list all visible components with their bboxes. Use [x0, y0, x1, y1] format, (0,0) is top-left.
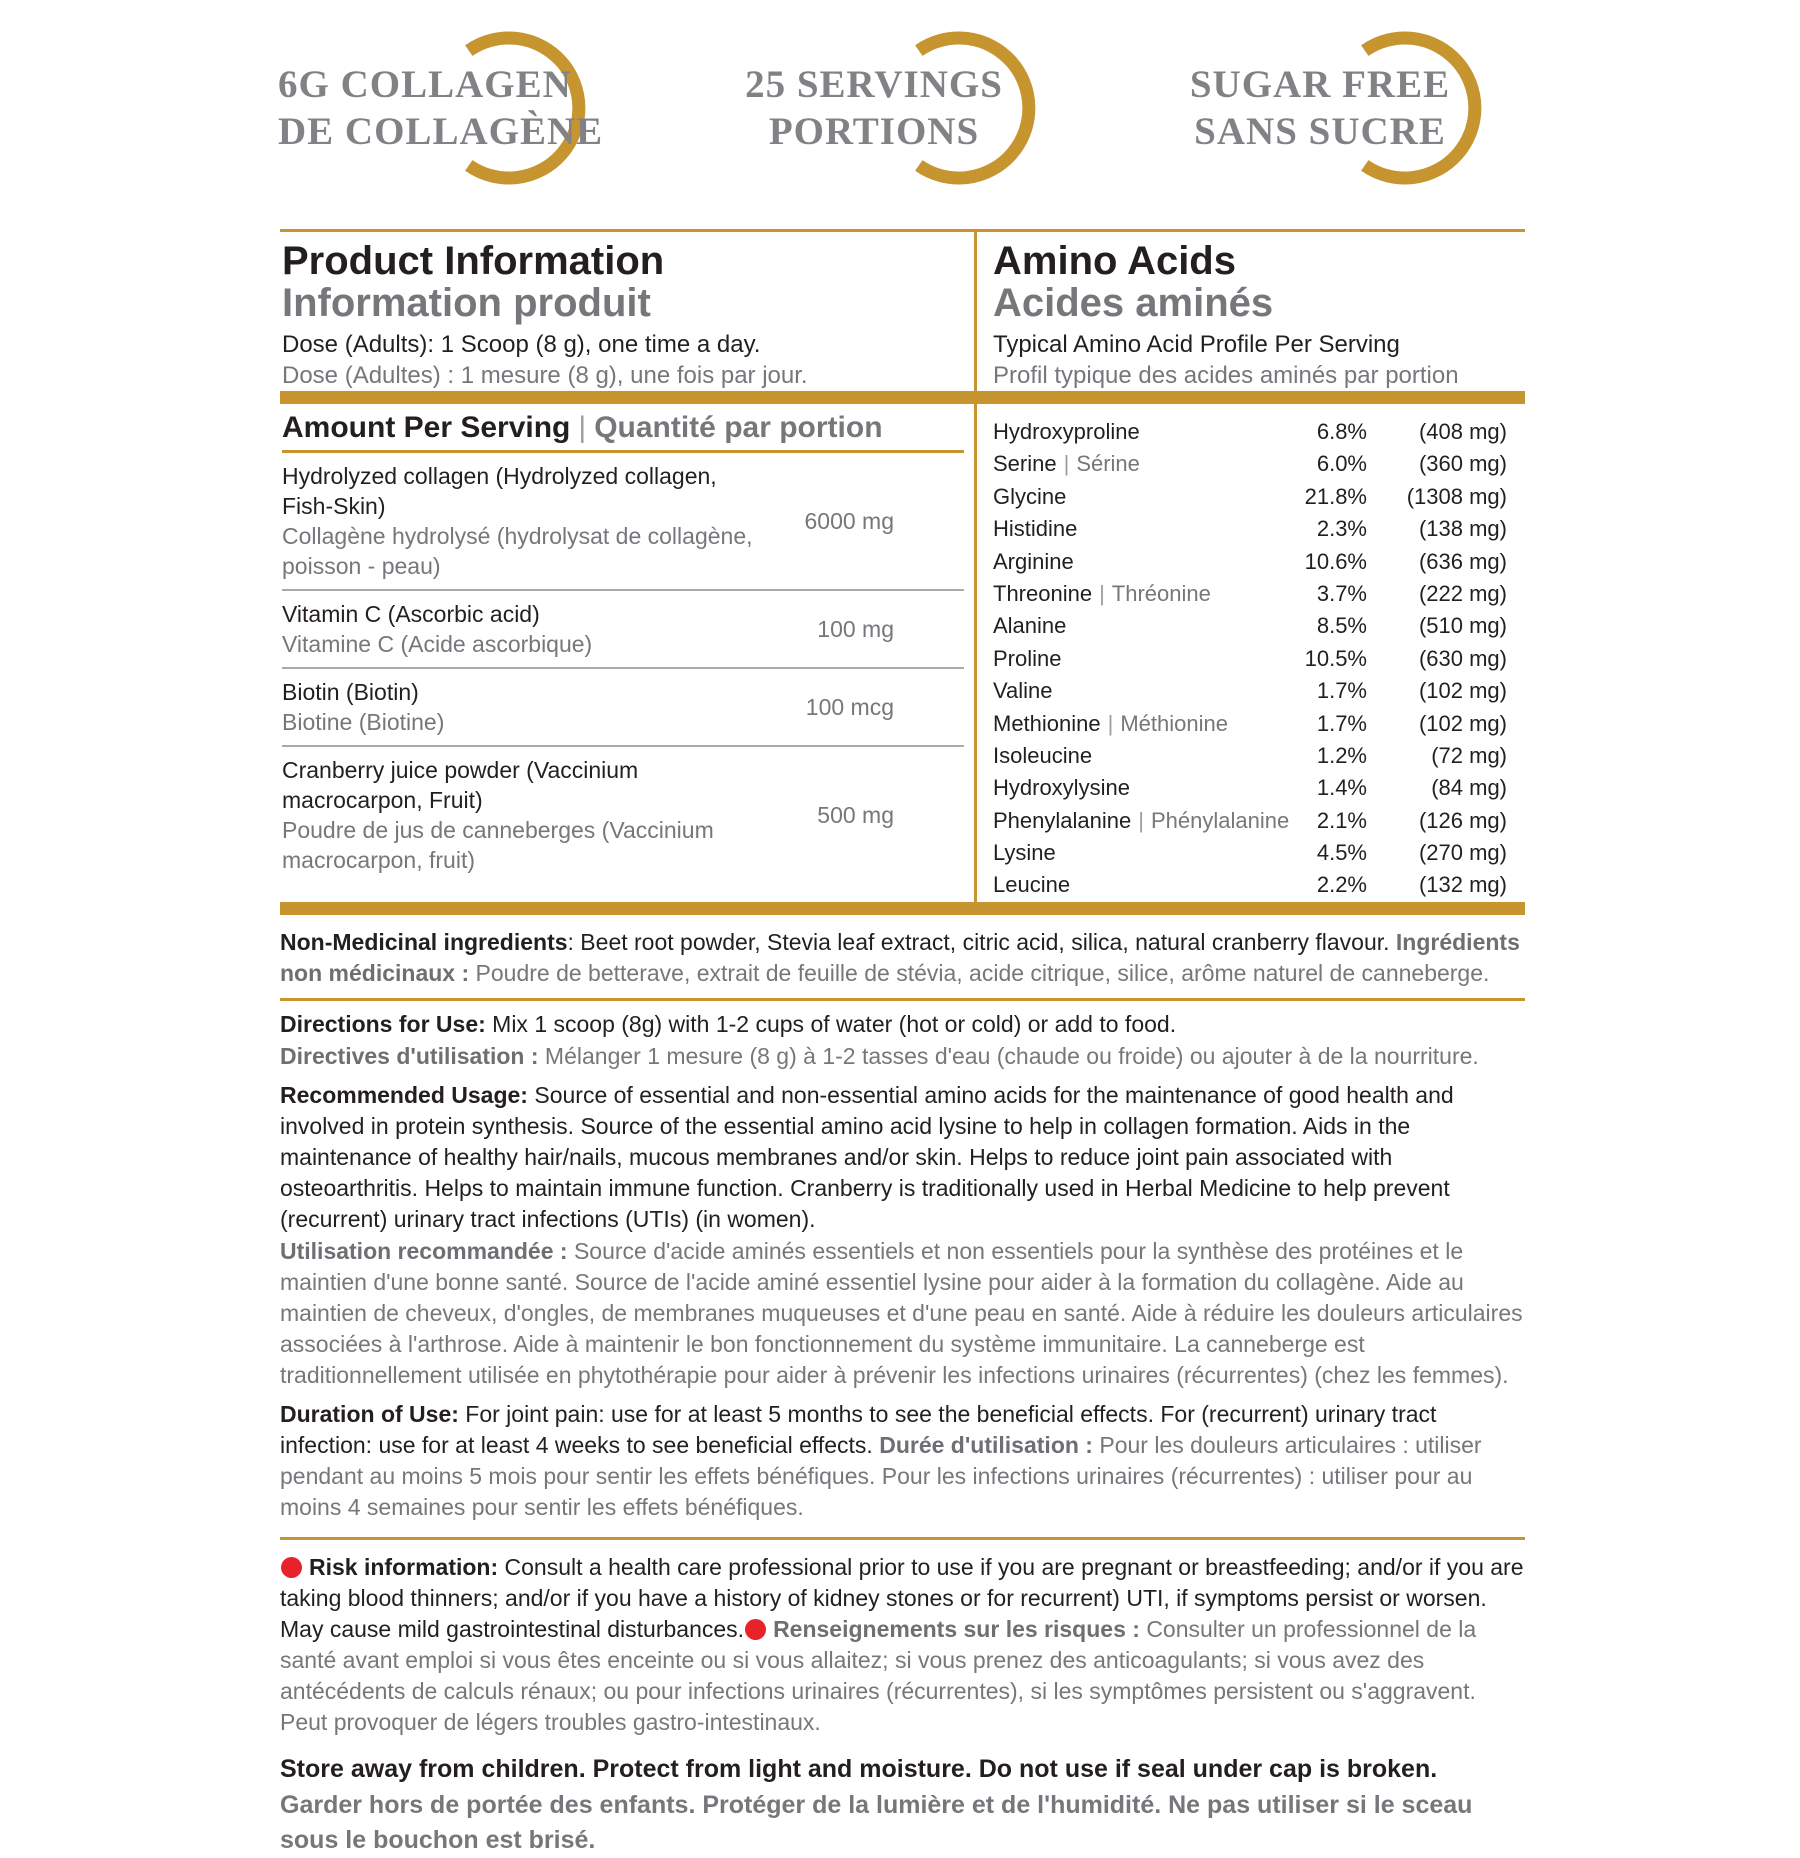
amino-row: [993, 643, 1507, 675]
amino-name-en: Glycine: [993, 483, 1067, 509]
amino-name: [993, 708, 1287, 740]
header-separator: |: [578, 411, 587, 444]
table-row: [282, 669, 964, 747]
text-segment: Non-Medicinal ingredients: [280, 928, 568, 955]
amino-row: [993, 448, 1507, 480]
amino-mg: (138 mg): [1418, 516, 1507, 542]
amino-mg: (102 mg): [1418, 678, 1507, 704]
ingredient-name-en: Biotin (Biotin): [282, 679, 419, 705]
amino-mg: (72 mg): [1431, 742, 1507, 768]
amino-name: [993, 675, 1287, 707]
amino-row: [993, 869, 1507, 901]
gold-divider-thick: [280, 391, 1525, 404]
amino-name-en: Isoleucine: [993, 742, 1093, 768]
supplement-facts: [280, 404, 974, 902]
amino-row: [993, 416, 1507, 448]
amount-per-serving-header: [282, 406, 964, 453]
badge-line: SUGAR FREE: [1189, 63, 1451, 106]
amino-name: [993, 578, 1287, 610]
amino-name: [993, 837, 1287, 869]
amino-mg: (408 mg): [1418, 419, 1507, 444]
amino-name-en: Valine: [993, 678, 1053, 704]
amino-mg: (132 mg): [1418, 872, 1507, 898]
text-segment: Mix 1 scoop (8g) with 1-2 cups of water (hot or cold) or add to food.: [492, 1010, 1177, 1037]
text-segment: [745, 1619, 766, 1640]
dose-fr: Dose (Adultes) : 1 mesure (8 g), une fois par jour.: [282, 362, 808, 389]
amino-name: [993, 772, 1287, 804]
badge-sugar-free: [1174, 28, 1494, 188]
amino-name-en: Hydroxylysine: [993, 775, 1130, 801]
badge-line: 25 SERVINGS: [745, 63, 1003, 106]
amino-name-en: Methionine: [993, 710, 1101, 736]
ingredient-name-en: Hydrolyzed collagen (Hydrolyzed collagen, Fish-Skin): [282, 463, 717, 519]
ingredient-name-fr: Collagène hydrolysé (hydrolysat de collagène, poisson - peau): [282, 523, 753, 579]
risk-information: [280, 1552, 1525, 1738]
amino-name-fr-wrap: [1057, 451, 1140, 476]
amino-percent: 1.4%: [1316, 775, 1367, 801]
amino-name-fr-wrap: [1092, 581, 1211, 606]
amino-percent: 1.7%: [1316, 710, 1367, 736]
name-separator: |: [1099, 580, 1105, 606]
ingredient-name-en: Cranberry juice powder (Vaccinium macrocarpon, Fruit): [282, 757, 639, 813]
amino-name-fr-wrap: [1131, 808, 1289, 833]
amino-mg: (102 mg): [1418, 710, 1507, 736]
ingredient-amount: 500 mg: [817, 801, 894, 828]
directions-for-use: [280, 1009, 1525, 1072]
text-segment: Renseignements sur les risques :: [773, 1615, 1147, 1642]
ingredient-rows: [282, 453, 964, 883]
badge-text: [728, 28, 1020, 188]
ingredient-name-en: Vitamin C (Ascorbic acid): [282, 601, 540, 627]
product-info-title-en: Product Information: [282, 239, 665, 283]
duration-of-use: [280, 1399, 1525, 1523]
ingredient-name-fr: Poudre de jus de canneberges (Vaccinium macrocarpon, fruit): [282, 817, 714, 873]
amino-name-en: Alanine: [993, 613, 1067, 639]
recommended-usage: [280, 1080, 1525, 1391]
amino-row: [993, 805, 1507, 837]
amino-acids-header: [974, 232, 1525, 391]
amino-percent: 10.6%: [1304, 548, 1367, 574]
amino-name: [993, 869, 1287, 901]
dose-en: Dose (Adults): 1 Scoop (8 g), one time a day.: [282, 331, 761, 358]
text-segment: Consult a health care professional prior to use if you are pregnant or breastfeeding; and/or if you are taking blood thinners; and/or if you have a history of kidney stones or for recurrent) UTI, if symptoms persist or worsen. May cause mild gastrointestinal disturbances.: [280, 1553, 1524, 1642]
amino-name-fr: Phénylalanine: [1150, 807, 1290, 833]
amino-name-en: Serine: [993, 451, 1057, 477]
amino-mg: (126 mg): [1418, 807, 1507, 833]
table-row: [282, 747, 964, 883]
text-segment: Source d'acide aminés essentiels et non essentiels pour la synthèse des protéines et le maintien d'une bonne santé. Source de l'acide aminé essentiel lysine pour aider à la formation du collagène. Aide au maintien de cheveux, d'ongles, de membranes muqueuses et d'une peau en santé. Aide à réduire les douleurs articulaires associées à l'arthrose. Aide à maintenir le bon fonctionnement du système immunitaire. La canneberge est traditionnellement utilisée en phytothérapie pour aider à prévenir les infections urinaires (récurrentes) (chez les femmes).: [280, 1237, 1523, 1388]
label-body: [280, 229, 1525, 1858]
amino-acid-table: [974, 404, 1525, 902]
amino-name-fr: Méthionine: [1120, 710, 1228, 736]
amino-percent: 8.5%: [1316, 613, 1367, 639]
product-info-header: [280, 232, 974, 391]
text-segment: Ingrédients non médicinaux :: [280, 928, 1520, 986]
amino-row: [993, 481, 1507, 513]
amino-row: [993, 578, 1507, 610]
amino-percent: 10.5%: [1304, 645, 1367, 671]
amino-name: [993, 740, 1287, 772]
text-segment: Duration of Use:: [280, 1400, 466, 1427]
table-row: [282, 453, 964, 591]
ingredient-amount: 100 mg: [817, 615, 894, 642]
text-segment: Poudre de betterave, extrait de feuille de stévia, acide citrique, silice, arôme naturel de canneberge.: [475, 959, 1490, 986]
text-segment: Risk information:: [309, 1553, 505, 1580]
amino-mg: (360 mg): [1418, 451, 1507, 477]
amino-name: [993, 546, 1287, 578]
amino-percent: 3.7%: [1316, 580, 1367, 606]
amino-percent: 1.2%: [1316, 742, 1367, 768]
amino-percent: 2.2%: [1316, 872, 1367, 898]
amino-mg: (630 mg): [1418, 645, 1507, 671]
badge-text: [278, 28, 604, 188]
name-separator: |: [1063, 451, 1070, 477]
text-segment: Recommended Usage:: [280, 1081, 535, 1108]
ingredient-name: [282, 599, 774, 659]
non-medicinal-ingredients: [280, 927, 1525, 989]
amino-name-en: Arginine: [993, 548, 1074, 574]
amino-percent: 2.3%: [1316, 516, 1367, 542]
amino-name-fr: Sérine: [1076, 451, 1140, 477]
amino-subtitle-fr: Profil typique des acides aminés par portion: [993, 362, 1459, 389]
amino-name-en: Phenylalanine: [993, 807, 1132, 833]
amino-row: [993, 675, 1507, 707]
text-segment: For joint pain: use for at least 5 months to see the beneficial effects. For (recurrent) urinary tract infection: use for at least 4 weeks to see beneficial effects.: [280, 1400, 1437, 1458]
text-segment: Utilisation recommandée :: [280, 1237, 574, 1264]
ingredient-name-fr: Vitamine C (Acide ascorbique): [282, 631, 593, 657]
amino-name: [993, 643, 1287, 675]
badge-collagen: [278, 28, 604, 188]
amino-percent: 1.7%: [1316, 678, 1367, 704]
text-segment: Consulter un professionnel de la santé avant emploi si vous êtes enceinte ou si vous allaitez; si vous prenez des anticoagulants; si vous avez des antécédents de calculs rénaux; ou pour infections urinaires (récurrentes), si les symptômes persistent ou s'aggravent. Peut provoquer de légers troubles gastro-intestinaux.: [280, 1615, 1477, 1735]
amino-name: [993, 610, 1287, 642]
product-info-title-fr: Information produit: [282, 281, 651, 325]
badge-line: SANS SUCRE: [1194, 110, 1446, 153]
amino-row: [993, 772, 1507, 804]
amino-row: [993, 546, 1507, 578]
ingredient-amount: 100 mcg: [805, 693, 894, 720]
amino-name-fr-wrap: [1101, 711, 1228, 736]
amino-percent: 6.0%: [1316, 451, 1367, 477]
amino-name: [993, 481, 1287, 513]
amino-mg: (222 mg): [1418, 580, 1507, 606]
amino-name-en: Leucine: [993, 872, 1071, 898]
gold-divider-thick: [280, 902, 1525, 915]
text-segment: Source of essential and non-essential amino acids for the maintenance of good health and involved in protein synthesis. Source of the essential amino acid lysine to help in collagen formation. Aids in the maintenance of healthy hair/nails, mucous membranes and/or skin. Helps to reduce joint pain associated with osteoarthritis. Helps to maintain immune function. Cranberry is traditionally used in Herbal Medicine to help prevent (recurrent) urinary tract infections (UTIs) (in women).: [280, 1081, 1454, 1232]
text-segment: [280, 1040, 1525, 1041]
facts-header-en: Amount Per Serving: [282, 411, 571, 444]
amino-name: [993, 513, 1287, 545]
badge-text: [1174, 28, 1466, 188]
text-segment: Directions for Use:: [280, 1010, 493, 1037]
amino-percent: 21.8%: [1304, 483, 1367, 509]
badge-line: 6G COLLAGEN: [278, 63, 572, 106]
amino-percent: 2.1%: [1316, 807, 1367, 833]
amino-name-fr: Thréonine: [1111, 580, 1211, 606]
text-segment: [280, 1787, 1525, 1788]
badge-row: [0, 28, 1800, 200]
ingredient-name: [282, 677, 774, 737]
badge-line: PORTIONS: [768, 110, 980, 153]
amino-name-en: Hydroxyproline: [993, 419, 1140, 444]
ingredient-name: [282, 755, 774, 875]
text-segment: Pour les douleurs articulaires : utiliser pendant au moins 5 mois pour sentir les effets bénéfiques. Pour les infections urinaires (récurrentes) : utiliser pour au moins 4 semaines pour sentir les effets bénéfiques.: [280, 1431, 1482, 1520]
ingredient-amount: 6000 mg: [804, 507, 894, 534]
amino-row: [993, 610, 1507, 642]
amino-name-en: Threonine: [993, 580, 1093, 606]
text-segment: : Beet root powder, Stevia leaf extract, citric acid, silica, natural cranberry flavour.: [567, 928, 1396, 955]
amino-row: [993, 837, 1507, 869]
amino-name-en: Lysine: [993, 840, 1056, 866]
amino-title-en: Amino Acids: [993, 239, 1236, 283]
text-segment: Directives d'utilisation :: [280, 1042, 545, 1069]
ingredient-name: [282, 461, 774, 581]
amino-row: [993, 740, 1507, 772]
text-segment: [281, 1557, 302, 1578]
amino-mg: (1308 mg): [1406, 483, 1507, 509]
facts-header-fr: Quantité par portion: [594, 411, 883, 444]
name-separator: |: [1107, 710, 1114, 736]
amino-name-en: Proline: [993, 645, 1062, 671]
amino-row: [993, 708, 1507, 740]
ingredient-name-fr: Biotine (Biotine): [282, 709, 445, 735]
amino-percent: 4.5%: [1316, 840, 1367, 866]
text-segment: Mélanger 1 mesure (8 g) à 1-2 tasses d'eau (chaude ou froide) ou ajouter à de la nourriture.: [544, 1042, 1479, 1069]
badge-servings: [728, 28, 1048, 188]
amino-subtitle-en: Typical Amino Acid Profile Per Serving: [993, 331, 1400, 358]
amino-row: [993, 513, 1507, 545]
text-segment: [280, 1235, 1525, 1236]
amino-name: [993, 448, 1287, 480]
storage-warning: [280, 1752, 1525, 1858]
amino-percent: 6.8%: [1316, 419, 1367, 444]
amino-mg: (636 mg): [1418, 548, 1507, 574]
table-row: [282, 591, 964, 669]
name-separator: |: [1138, 807, 1144, 833]
amino-name-en: Histidine: [993, 516, 1078, 542]
amino-name: [993, 416, 1287, 448]
amino-name: [993, 805, 1290, 837]
gold-divider-thin: [280, 998, 1525, 1001]
amino-mg: (84 mg): [1431, 775, 1507, 801]
text-segment: Store away from children. Protect from light and moisture. Do not use if seal under cap is broken.: [280, 1754, 1438, 1783]
amino-mg: (510 mg): [1418, 613, 1507, 639]
amino-mg: (270 mg): [1418, 840, 1507, 866]
text-segment: Garder hors de portée des enfants. Protéger de la lumière et de l'humidité. Ne pas utiliser si le sceau sous le bouchon est brisé.: [280, 1790, 1473, 1854]
badge-line: DE COLLAGÈNE: [278, 110, 604, 153]
text-segment: Durée d'utilisation :: [879, 1431, 1100, 1458]
amino-title-fr: Acides aminés: [993, 281, 1274, 325]
gold-divider-thin: [280, 1537, 1525, 1540]
info-table: [280, 229, 1525, 915]
